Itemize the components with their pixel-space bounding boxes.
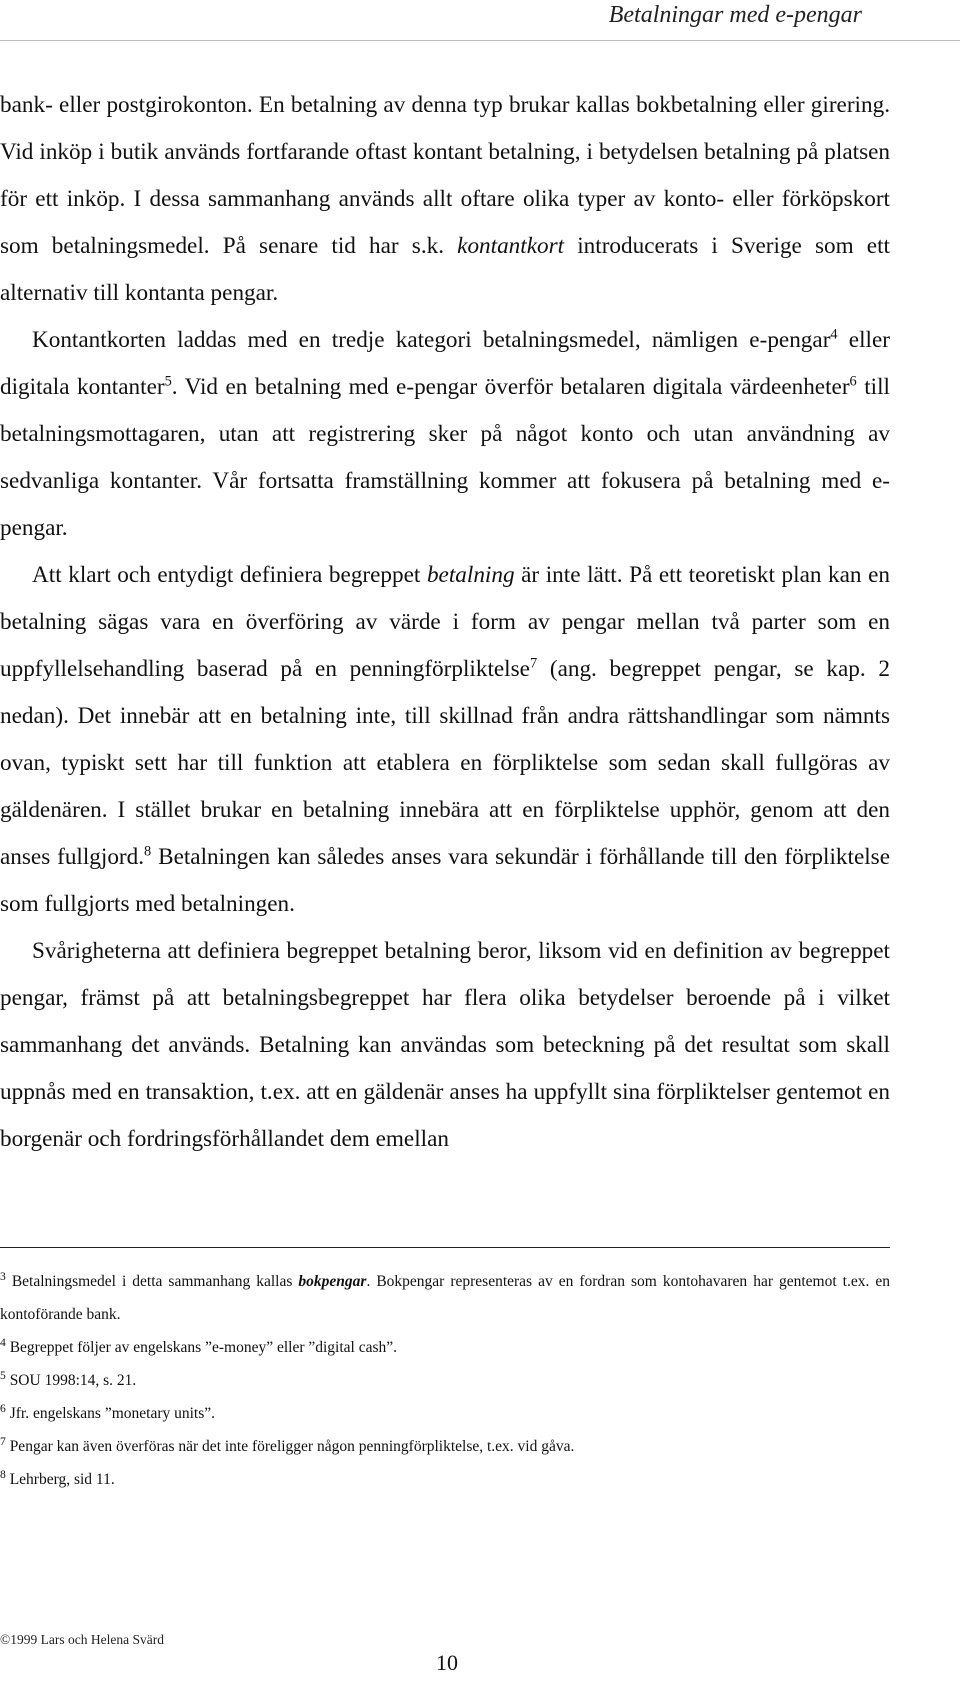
footnote-text: Lehrberg, sid 11. <box>5 1471 115 1488</box>
header-divider <box>0 40 960 41</box>
footnote-7 <box>0 1430 890 1463</box>
body-text <box>0 82 890 1163</box>
paragraph-3-text-c: (ang. begreppet pengar, se kap. 2 nedan). Det innebär att en betalning inte, till skillnad från andra rättshandlingar som nämnts ovan, typiskt sett har till funktion att etablera en förpliktelse som sedan skall fullgöras av gäldenären. I stället brukar en betalning innebära att en förpliktelse upphör, genom att den anses fullgjord. <box>0 656 890 870</box>
paragraph-2-text-c: . Vid en betalning med e-pengar överför betalaren digitala värdeenheter <box>171 374 850 400</box>
footnote-number: 7 <box>0 1434 6 1448</box>
footnote-ref-4[interactable]: 4 <box>830 326 838 343</box>
footnote-number: 6 <box>0 1401 6 1415</box>
footnote-text: Begreppet följer av engelskans ”e-money” eller ”digital cash”. <box>5 1339 398 1356</box>
footnote-text: SOU 1998:14, s. 21. <box>5 1372 137 1389</box>
term-betalning: betalning <box>426 562 515 588</box>
footnote-text: Betalningsmedel i detta sammanhang kallas <box>5 1273 299 1290</box>
paragraph-1-text-a: bank- eller postgirokonton. En betalning av denna typ brukar kallas bokbetalning eller girering. Vid inköp i butik används fortfarande oftast kontant betalning, i betydelsen betalning på platsen för ett inköp. I dessa sammanhang används allt oftare olika typer av konto- eller förköpskort som betalningsmedel. På senare tid har s.k. <box>0 92 890 259</box>
footnote-number: 5 <box>0 1368 6 1382</box>
paragraph-1 <box>0 82 890 317</box>
paragraph-2 <box>0 317 890 552</box>
footnote-8 <box>0 1463 890 1496</box>
paragraph-3-text-a: Att klart och entydigt definiera begreppet <box>32 562 427 588</box>
footnote-number: 4 <box>0 1335 6 1349</box>
paragraph-2-text-b: eller digitala kontanter <box>0 327 890 400</box>
footnote-6 <box>0 1397 890 1430</box>
footnote-ref-5[interactable]: 5 <box>164 373 172 390</box>
page-number: 10 <box>436 1650 458 1675</box>
footnote-5 <box>0 1364 890 1397</box>
footnote-text: Jfr. engelskans ”monetary units”. <box>5 1405 216 1422</box>
paragraph-4 <box>0 928 890 1163</box>
footnotes <box>0 1265 890 1496</box>
running-header: Betalningar med e-pengar <box>608 2 862 28</box>
footnote-number: 3 <box>0 1269 6 1283</box>
paragraph-4-text: Svårigheterna att definiera begreppet betalning beror, liksom vid en definition av begreppet pengar, främst på att betalningsbegreppet har flera olika betydelser beroende på i vilket sammanhang det används. Betalning kan användas som beteckning på det resultat som skall uppnås med en transaktion, t.ex. att en gäldenär anses ha uppfyllt sina förpliktelser gentemot en borgenär och fordringsförhållandet dem emellan <box>0 938 890 1152</box>
term-kontantkort: kontantkort <box>457 233 565 259</box>
footnote-divider <box>0 1247 890 1248</box>
footnote-4 <box>0 1331 890 1364</box>
footnote-number: 8 <box>0 1467 6 1481</box>
footnote-ref-7[interactable]: 7 <box>529 655 538 672</box>
term-bokpengar: bokpengar <box>298 1273 367 1290</box>
footnote-ref-8[interactable]: 8 <box>144 843 152 860</box>
paragraph-2-text-d: till betalningsmottagaren, utan att registrering sker på något konto och utan användning av sedvanliga kontanter. Vår fortsatta framställning kommer att fokusera på betalning med e-pengar. <box>0 374 890 541</box>
paragraph-3-text-b: är inte lätt. På ett teoretiskt plan kan en betalning sägas vara en överföring av värde i form av pengar mellan två parter som en uppfyllelsehandling baserad på en penningförpliktelse <box>0 562 890 682</box>
paragraph-2-text-a: Kontantkorten laddas med en tredje kategori betalningsmedel, nämligen e-pengar <box>32 327 831 353</box>
paragraph-3-text-d: Betalningen kan således anses vara sekundär i förhållande till den förpliktelse som fullgjorts med betalningen. <box>0 844 890 917</box>
footnote-3 <box>0 1265 890 1331</box>
footnote-text: . Bokpengar representeras av en fordran som kontohavaren har gentemot t.ex. en kontoförande bank. <box>0 1273 890 1323</box>
paragraph-3 <box>0 552 890 928</box>
footnote-ref-6[interactable]: 6 <box>849 373 857 390</box>
footnote-text: Pengar kan även överföras när det inte föreligger någon penningförpliktelse, t.ex. vid gåva. <box>5 1438 575 1455</box>
copyright-notice: ©1999 Lars och Helena Svärd <box>0 1632 164 1647</box>
paragraph-1-text-b: introducerats i Sverige som ett alternativ till kontanta pengar. <box>0 233 890 306</box>
